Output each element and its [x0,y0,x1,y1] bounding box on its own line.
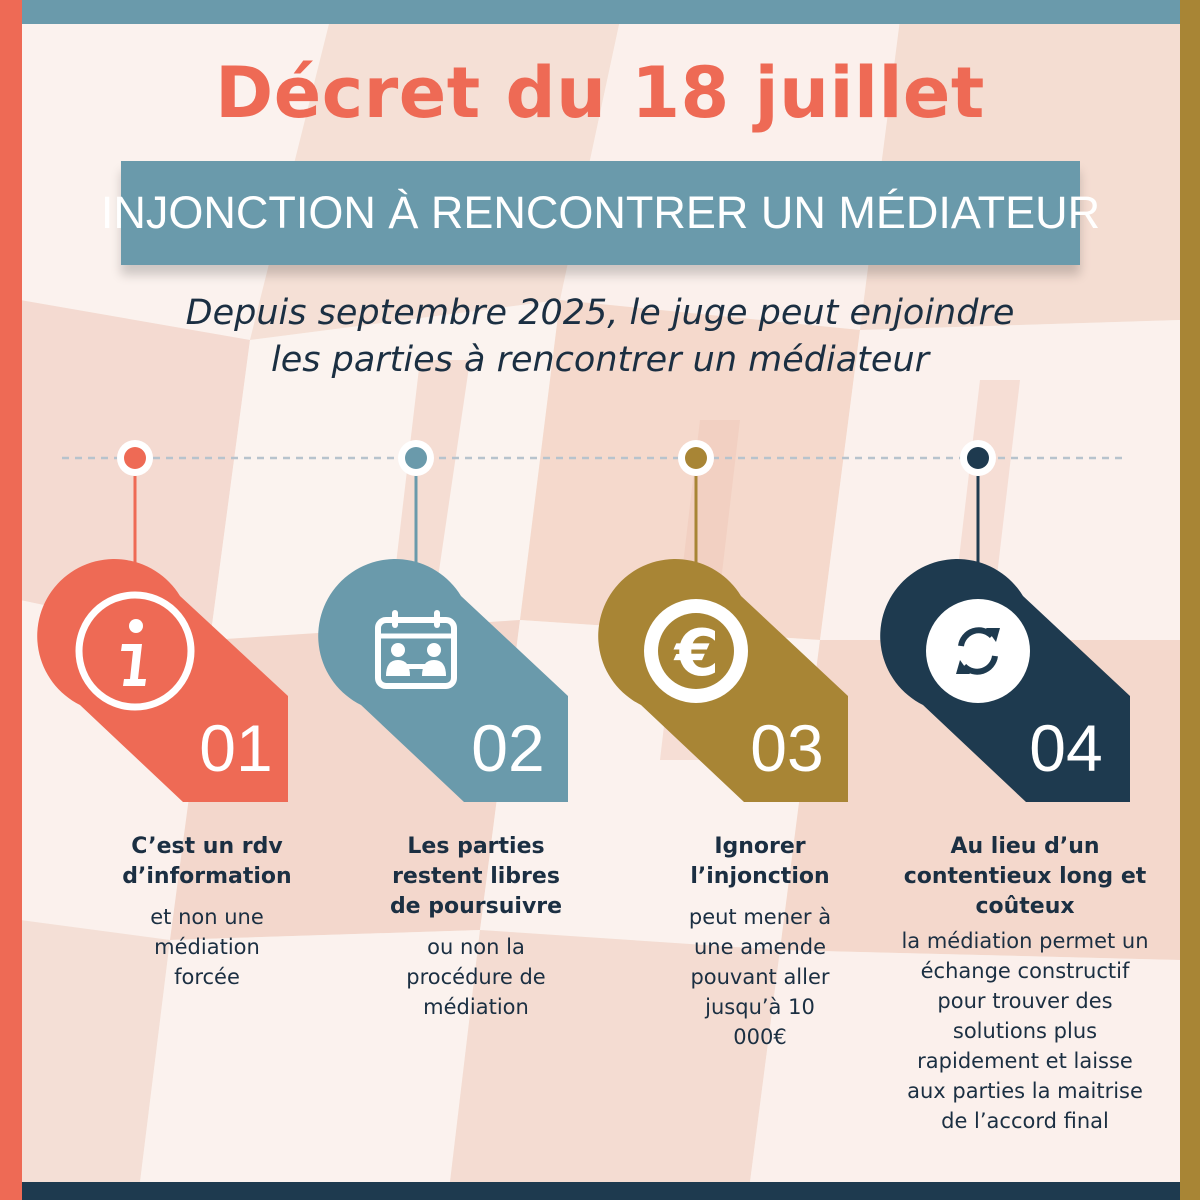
step-3-heading-line: l’injonction [690,864,830,889]
step-2-body-line: ou non la [427,935,525,959]
step-4-heading-line: Au lieu d’un [950,834,1100,859]
step-3-text [615,832,905,1052]
step-1-body-line: forcée [174,965,240,989]
step-2-heading [331,832,621,922]
step-1-text [62,832,352,992]
subtitle-text: INJONCTION À RENCONTRER UN MÉDIATEUR [100,187,1101,238]
step-1-heading-line: d’information [122,864,292,889]
step-1-dot [124,447,146,469]
step-4-heading-line: coûteux [975,894,1075,919]
step-3-body-line: 000€ [733,1025,787,1049]
step-1-heading [62,832,352,892]
euro-coin-icon [644,599,748,703]
step-2-number: 02 [471,711,545,785]
step-2-body [331,932,621,1022]
step-3-body-line: peut mener à [688,905,832,929]
svg-text:€: € [674,617,720,691]
step-4-number: 04 [1029,711,1103,785]
step-3-body-line: une amende [693,935,827,959]
step-1-number: 01 [199,711,273,785]
step-3-heading-line: Ignorer [714,834,806,859]
step-4-text [870,832,1180,1136]
step-3-heading [615,832,905,892]
intro-line-1: Depuis septembre 2025, le juge peut enjoindre [185,293,1015,333]
step-1-body [62,902,352,992]
step-4-body-line: de l’accord final [941,1109,1109,1133]
step-4-body-line: la médiation permet un [901,929,1149,953]
refresh-arrows-icon [926,599,1030,703]
step-2-heading-line: Les parties [407,834,545,859]
step-3-body-line: pouvant aller [690,965,830,989]
step-4-heading [870,832,1180,922]
step-4-heading-line: contentieux long et [903,864,1147,889]
step-4-body-line: échange constructif [920,959,1130,983]
step-1-body-line: médiation [154,935,260,959]
step-1-heading-line: C’est un rdv [131,834,283,859]
page-title: Décret du 18 juillet [215,52,985,134]
step-4-body-line: rapidement et laisse [917,1049,1133,1073]
step-2-text [331,832,621,1022]
step-3-body [615,902,905,1052]
step-4-body-line: aux parties la maitrise [907,1079,1143,1103]
step-3-body-line: jusqu’à 10 [705,995,815,1019]
step-2-body-line: procédure de [406,965,546,989]
step-4-body [870,926,1180,1136]
step-2-heading-line: de poursuivre [389,894,563,919]
intro-line-2: les parties à rencontrer un médiateur [270,340,930,380]
step-2-body-line: médiation [423,995,529,1019]
step-3-number: 03 [750,711,824,785]
step-4-dot [967,447,989,469]
step-2-dot [405,447,427,469]
step-2-heading-line: restent libres [392,864,560,889]
step-3-dot [685,447,707,469]
step-4-body-line: pour trouver des [937,989,1113,1013]
step-4-body-line: solutions plus [952,1019,1098,1043]
step-1-body-line: et non une [150,905,264,929]
